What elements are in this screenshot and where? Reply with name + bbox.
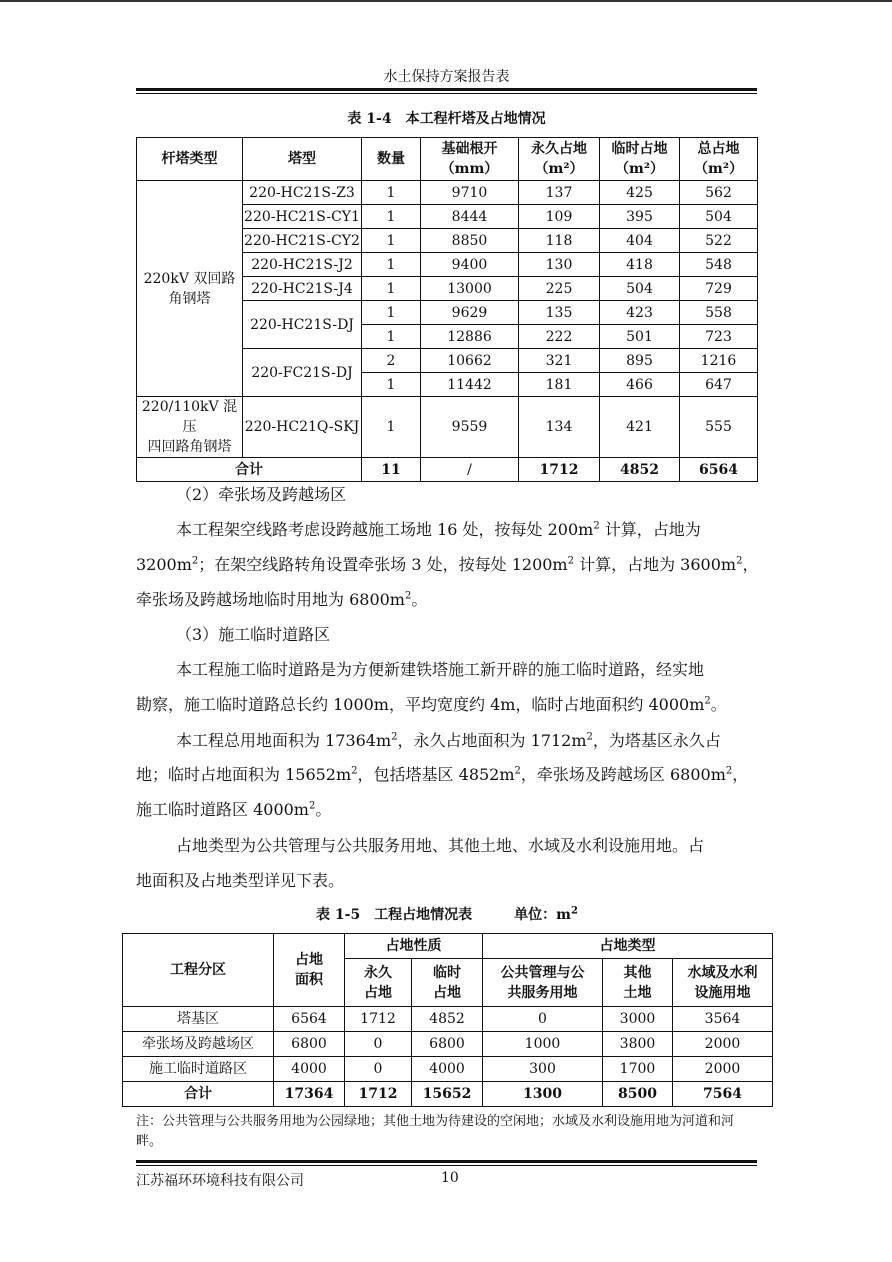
cell: 9559 (421, 397, 519, 458)
col-header-temporary: 临时占地 （m²） (600, 138, 680, 181)
footer-rule-thin (136, 1165, 757, 1166)
cell: 3000 (603, 1007, 673, 1032)
cell-model: 220-HC21Q-SKJ (243, 397, 362, 458)
cell: 130 (519, 253, 600, 277)
cell: 1 (362, 325, 421, 349)
cell: 1 (362, 277, 421, 301)
cell: 1712 (345, 1007, 412, 1032)
cell: 504 (680, 205, 758, 229)
cell: 1 (362, 301, 421, 325)
total-temporary: 4852 (600, 458, 680, 482)
col-header-perm: 永久 占地 (345, 959, 412, 1007)
cell: 225 (519, 277, 600, 301)
col-header-tower-kind: 杆塔类型 (137, 138, 243, 181)
col-header-type: 占地类型 (483, 934, 773, 959)
total-cell: 8500 (603, 1082, 673, 1107)
col-header-total: 总占地 （m²） (680, 138, 758, 181)
col-header-temp: 临时 占地 (412, 959, 483, 1007)
cell: 2000 (673, 1057, 773, 1082)
cell: 0 (345, 1032, 412, 1057)
total-foundation: / (421, 458, 519, 482)
cell-model: 220-HC21S-J4 (243, 277, 362, 301)
cell: 4852 (412, 1007, 483, 1032)
cell: 13000 (421, 277, 519, 301)
col-header-nature: 占地性质 (345, 934, 483, 959)
cell-area: 塔基区 (123, 1007, 274, 1032)
section-2-line-2: $3200m^2$；在架空线路转角设置牵张场 3 处，按每处 $1200m^2$ 计算，占地为 $3600m^2$， (136, 555, 759, 574)
footer-company: 江苏福环环境科技有限公司 (136, 1173, 304, 1189)
page-number: 10 (441, 1170, 459, 1186)
cell-model: 220-HC21S-CY2 (243, 229, 362, 253)
header-rule-thin (136, 93, 757, 94)
cell: 10662 (421, 349, 519, 373)
cell: 548 (680, 253, 758, 277)
tower-table-header-row (137, 138, 758, 181)
table-1-5-caption: 表 1-5 工程占地情况表 单位：$m^2$ (316, 905, 578, 923)
col-header-other: 其他 土地 (603, 959, 673, 1007)
table-row (137, 181, 758, 205)
cell: 6564 (274, 1007, 345, 1032)
section-2-line-3: 牵张场及跨越场地临时用地为 $6800m^2$。 (136, 590, 428, 609)
cell: 6800 (274, 1032, 345, 1057)
land-table-header-row-1 (123, 934, 773, 959)
cell: 8444 (421, 205, 519, 229)
cell-model: 220-HC21S-CY1 (243, 205, 362, 229)
cell: 1216 (680, 349, 758, 373)
cell: 395 (600, 205, 680, 229)
cell-model: 220-FC21S-DJ (243, 349, 362, 397)
summary-line-2: 地；临时占地面积为 $15652m^2$，包括塔基区 $4852m^2$，牵张场及跨越场区 $6800m^2$， (136, 765, 749, 784)
section-3-line-2: 勘察，施工临时道路总长约 1000m，平均宽度约 4m，临时占地面积约 $4000m^2$。 (136, 695, 727, 714)
section-2-line-1: 本工程架空线路考虑设跨越施工场地 16 处，按每处 $200m^2$ 计算，占地为 (176, 520, 701, 539)
total-label: 合计 (137, 458, 362, 482)
cell: 504 (600, 277, 680, 301)
cell: 12886 (421, 325, 519, 349)
cell: 11442 (421, 373, 519, 397)
cell: 137 (519, 181, 600, 205)
cell: 1 (362, 205, 421, 229)
cell: 2000 (673, 1032, 773, 1057)
cell: 300 (483, 1057, 603, 1082)
cell: 0 (483, 1007, 603, 1032)
cell: 181 (519, 373, 600, 397)
cell: 895 (600, 349, 680, 373)
group-220-110kv-mixed: 220/110kV 混压 四回路角钢塔 (137, 397, 243, 458)
total-area: 6564 (680, 458, 758, 482)
cell-model: 220-HC21S-J2 (243, 253, 362, 277)
cell: 109 (519, 205, 600, 229)
total-quantity: 11 (362, 458, 421, 482)
cell: 1 (362, 229, 421, 253)
cell: 9710 (421, 181, 519, 205)
col-header-foundation: 基础根开 （mm） (421, 138, 519, 181)
section-2-heading: （2）牵张场及跨越场区 (176, 485, 347, 504)
cell: 423 (600, 301, 680, 325)
cell: 558 (680, 301, 758, 325)
cell: 1 (362, 373, 421, 397)
table-row (123, 1007, 773, 1032)
col-header-public: 公共管理与公 共服务用地 (483, 959, 603, 1007)
table-total-row (123, 1082, 773, 1107)
table-total-row (137, 458, 758, 482)
col-header-quantity: 数量 (362, 138, 421, 181)
summary-line-5: 地面积及占地类型详见下表。 (136, 871, 345, 890)
cell: 522 (680, 229, 758, 253)
cell: 118 (519, 229, 600, 253)
total-permanent: 1712 (519, 458, 600, 482)
cell: 421 (600, 397, 680, 458)
page-header-title: 水土保持方案报告表 (383, 69, 510, 85)
cell: 1 (362, 397, 421, 458)
footer-rule-thick (136, 1160, 757, 1163)
col-header-permanent: 永久占地 （m²） (519, 138, 600, 181)
cell: 321 (519, 349, 600, 373)
header-rule-thick (136, 88, 757, 91)
cell: 466 (600, 373, 680, 397)
total-label: 合计 (123, 1082, 274, 1107)
cell: 1 (362, 181, 421, 205)
cell: 425 (600, 181, 680, 205)
cell: 729 (680, 277, 758, 301)
cell: 3800 (603, 1032, 673, 1057)
cell: 562 (680, 181, 758, 205)
cell: 1000 (483, 1032, 603, 1057)
cell: 1 (362, 253, 421, 277)
total-cell: 15652 (412, 1082, 483, 1107)
cell: 404 (600, 229, 680, 253)
cell-area: 牵张场及跨越场区 (123, 1032, 274, 1057)
cell: 647 (680, 373, 758, 397)
cell: 555 (680, 397, 758, 458)
cell: 135 (519, 301, 600, 325)
col-header-area: 工程分区 (123, 934, 274, 1007)
total-cell: 1712 (345, 1082, 412, 1107)
total-cell: 7564 (673, 1082, 773, 1107)
section-3-line-1: 本工程施工临时道路是为方便新建铁塔施工新开辟的施工临时道路，经实地 (176, 660, 705, 679)
group-220kv-double: 220kV 双回路 角钢塔 (137, 181, 243, 397)
cell: 222 (519, 325, 600, 349)
cell: 134 (519, 397, 600, 458)
col-header-land-total: 占地 面积 (274, 934, 345, 1007)
table-1-4-caption: 表 1-4 本工程杆塔及占地情况 (347, 111, 546, 127)
table-row (137, 397, 758, 458)
cell: 9400 (421, 253, 519, 277)
col-header-water: 水域及水利 设施用地 (673, 959, 773, 1007)
cell: 6800 (412, 1032, 483, 1057)
cell: 4000 (412, 1057, 483, 1082)
summary-line-1: 本工程总用地面积为 $17364m^2$，永久占地面积为 $1712m^2$，为塔基区永久占 (176, 731, 721, 750)
cell-model: 220-HC21S-Z3 (243, 181, 362, 205)
cell: 1700 (603, 1057, 673, 1082)
table-row (123, 1057, 773, 1082)
cell: 9629 (421, 301, 519, 325)
cell: 2 (362, 349, 421, 373)
summary-line-3: 施工临时道路区 $4000m^2$。 (136, 800, 332, 819)
summary-line-4: 占地类型为公共管理与公共服务用地、其他土地、水域及水利设施用地。占 (176, 836, 705, 855)
page-top-border (0, 0, 892, 2)
cell: 4000 (274, 1057, 345, 1082)
cell: 3564 (673, 1007, 773, 1032)
table-note: 注：公共管理与公共服务用地为公园绿地；其他土地为待建设的空闲地；水域及水利设施用地为河道和河畔。 (136, 1114, 735, 1149)
cell-area: 施工临时道路区 (123, 1057, 274, 1082)
cell: 723 (680, 325, 758, 349)
total-cell: 1300 (483, 1082, 603, 1107)
cell: 501 (600, 325, 680, 349)
cell: 418 (600, 253, 680, 277)
cell: 0 (345, 1057, 412, 1082)
cell-model: 220-HC21S-DJ (243, 301, 362, 349)
land-use-table (122, 933, 773, 1107)
col-header-tower-model: 塔型 (243, 138, 362, 181)
total-cell: 17364 (274, 1082, 345, 1107)
cell: 8850 (421, 229, 519, 253)
section-3-heading: （3）施工临时道路区 (176, 625, 331, 644)
table-row (123, 1032, 773, 1057)
tower-table (136, 137, 758, 482)
